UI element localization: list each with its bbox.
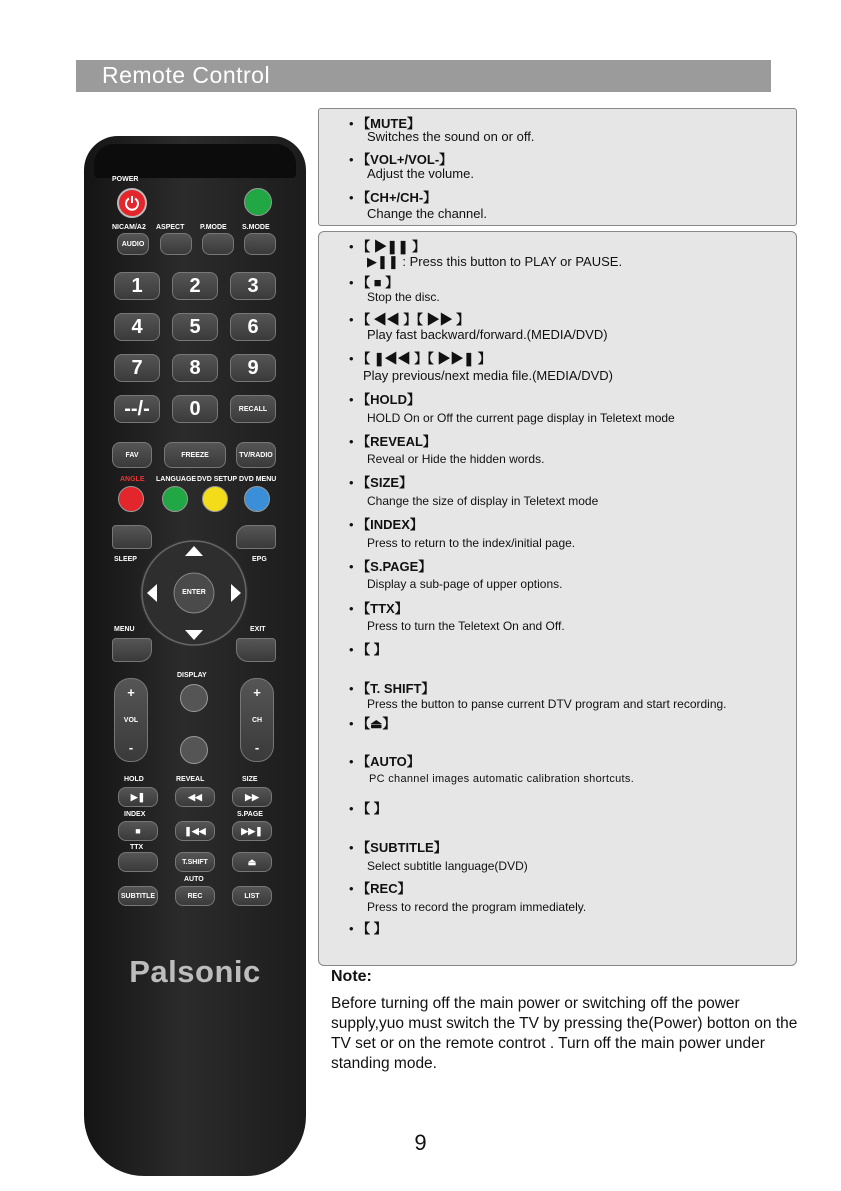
list-item: • 【 】 — [349, 921, 387, 936]
index-label: INDEX — [124, 811, 146, 818]
rewind-button[interactable] — [175, 787, 215, 807]
item-desc: Play fast backward/forward.(MEDIA/DVD) — [367, 327, 608, 342]
list-item: • 【CH+/CH-】 — [349, 190, 437, 205]
eject-icon: ⏏ — [247, 856, 257, 867]
aspect-button[interactable] — [160, 233, 192, 255]
sleep-label: SLEEP — [114, 556, 137, 563]
smode-button[interactable] — [244, 233, 276, 255]
item-desc: Press the button to panse current DTV program and start recording. — [367, 697, 727, 711]
power-label: POWER — [112, 176, 139, 183]
note-text: Before turning off the main power or switching off the power supply,yuo must switch the TV by pressing the(Power) botton on the TV set or on the remote controt . Turn off the main power under standing mode. — [331, 995, 798, 1072]
list-item: • 【VOL+/VOL-】 — [349, 152, 453, 167]
aspect-label: ASPECT — [156, 224, 185, 231]
tshift-button[interactable]: T.SHIFT — [175, 852, 215, 872]
yellow-button[interactable] — [202, 486, 228, 512]
item-desc: ▶❚❚ : Press this button to PLAY or PAUSE. — [367, 254, 623, 269]
mute-button[interactable] — [244, 188, 272, 216]
green-button[interactable] — [162, 486, 188, 512]
menu-label: MENU — [114, 626, 135, 633]
item-desc: Press to record the program immediately. — [367, 900, 587, 914]
epg-label: EPG — [252, 556, 267, 563]
next-button[interactable] — [232, 821, 272, 841]
list-item: • 【T. SHIFT】 — [349, 681, 435, 696]
list-item: • 【 ■ 】 — [349, 275, 399, 290]
ir-window — [94, 144, 296, 178]
list-item: • 【REC】 — [349, 881, 411, 896]
fast-forward-icon: ▶▶ — [245, 791, 259, 802]
vol-plus[interactable]: + — [127, 685, 135, 700]
list-item: • 【S.PAGE】 — [349, 559, 432, 574]
list-item: • 【REVEAL】 — [349, 434, 436, 449]
dvdsetup-label: DVD SETUP — [197, 476, 238, 483]
dvdmenu-label: DVD MENU — [239, 476, 277, 483]
list-item: • 【 ❚◀◀ 】【 ▶▶❚ 】 — [349, 351, 491, 366]
menu-button[interactable] — [112, 638, 152, 662]
note-title: Note: — [331, 968, 372, 985]
vol-label: VOL — [123, 716, 139, 724]
list-item: • 【 ◀◀ 】【 ▶▶ 】 — [349, 312, 470, 327]
angle-label: ANGLE — [120, 476, 145, 483]
digit-9-button[interactable]: 9 — [230, 354, 276, 382]
brand-logo: Palsonic — [129, 954, 261, 989]
section-header — [76, 60, 771, 92]
freeze-button[interactable]: FREEZE — [164, 442, 226, 468]
list-item: • 【SUBTITLE】 — [349, 840, 447, 855]
page-number: 9 — [414, 1130, 427, 1155]
fav-button[interactable]: FAV — [112, 442, 152, 468]
audio-button[interactable]: AUDIO — [117, 233, 149, 255]
digit-1-button[interactable]: 1 — [114, 272, 160, 300]
list-item: • 【SIZE】 — [349, 475, 413, 490]
digit-4-button[interactable]: 4 — [114, 313, 160, 341]
list-button[interactable]: LIST — [232, 886, 272, 906]
ch-plus[interactable]: + — [253, 685, 261, 700]
recall-button[interactable]: RECALL — [230, 395, 276, 423]
list-item: • 【MUTE】 — [349, 116, 421, 131]
digit-5-button[interactable]: 5 — [172, 313, 218, 341]
item-desc: HOLD On or Off the current page display in Teletext mode — [367, 411, 675, 425]
item-desc: Adjust the volume. — [367, 166, 474, 181]
red-button[interactable] — [118, 486, 144, 512]
size-label: SIZE — [242, 776, 258, 783]
list-item: • 【AUTO】 — [349, 754, 420, 769]
list-item: • 【 】 — [349, 642, 387, 657]
digit-0-button[interactable]: 0 — [172, 395, 218, 423]
digit-7-button[interactable]: 7 — [114, 354, 160, 382]
fast-forward-button[interactable] — [232, 787, 272, 807]
display-button[interactable] — [180, 684, 208, 712]
play-pause-icon: ▶❚ — [130, 791, 146, 802]
rec-button[interactable]: REC — [175, 886, 215, 906]
dash-button[interactable]: --/- — [114, 395, 160, 423]
pmode-button[interactable] — [202, 233, 234, 255]
item-desc: Press to return to the index/initial page. — [367, 536, 576, 550]
reveal-label: REVEAL — [176, 776, 205, 783]
channel-rocker[interactable] — [240, 678, 274, 762]
volume-rocker[interactable] — [114, 678, 148, 762]
item-desc: Stop the disc. — [367, 290, 440, 304]
list-item: • 【 】 — [349, 801, 387, 816]
ttx-label: TTX — [130, 844, 144, 851]
rewind-icon: ◀◀ — [188, 791, 202, 802]
item-desc: Display a sub-page of upper options. — [367, 577, 563, 591]
stop-button[interactable] — [118, 821, 158, 841]
list-item: • 【INDEX】 — [349, 517, 423, 532]
next-icon: ▶▶❚ — [241, 825, 263, 836]
list-item: • 【 ▶❚❚ 】 — [349, 239, 426, 254]
ch-label: CH — [251, 716, 263, 724]
stop-icon: ■ — [135, 826, 141, 836]
ttx-button[interactable] — [118, 852, 158, 872]
language-label: LANGUAGE — [156, 476, 197, 483]
item-desc: Reveal or Hide the hidden words. — [367, 452, 545, 466]
section-title: Remote Control — [102, 62, 271, 88]
digit-6-button[interactable]: 6 — [230, 313, 276, 341]
smode-label: S.MODE — [242, 224, 270, 231]
previous-button[interactable] — [175, 821, 215, 841]
ch-minus[interactable]: - — [254, 740, 260, 755]
item-desc: Select subtitle language(DVD) — [367, 859, 528, 873]
digit-3-button[interactable]: 3 — [230, 272, 276, 300]
sound-controls-box — [318, 108, 797, 226]
eject-button[interactable] — [232, 852, 272, 872]
spage-label: S.PAGE — [237, 811, 263, 818]
enter-button[interactable]: ENTER — [182, 589, 206, 596]
digit-8-button[interactable]: 8 — [172, 354, 218, 382]
function-keys-box — [318, 231, 797, 966]
item-desc: Play previous/next media file.(MEDIA/DVD) — [363, 368, 613, 383]
list-item: • 【⏏】 — [349, 716, 396, 731]
power-icon — [124, 195, 140, 211]
play-pause-button[interactable] — [118, 787, 158, 807]
vol-minus[interactable]: - — [128, 740, 134, 755]
item-desc: Change the channel. — [367, 206, 487, 221]
blank-round-button[interactable] — [180, 736, 208, 764]
item-desc: Switches the sound on or off. — [367, 129, 535, 144]
previous-icon: ❚◀◀ — [184, 825, 206, 836]
list-item: • 【HOLD】 — [349, 392, 421, 407]
item-desc: Change the size of display in Teletext mode — [367, 494, 599, 508]
blue-button[interactable] — [244, 486, 270, 512]
pmode-label: P.MODE — [200, 224, 227, 231]
power-button[interactable] — [117, 188, 147, 218]
hold-label: HOLD — [124, 776, 144, 783]
list-item: • 【TTX】 — [349, 601, 408, 616]
item-desc: PC channel images automatic calibration shortcuts. — [369, 773, 635, 785]
auto-label: AUTO — [184, 876, 204, 883]
display-label: DISPLAY — [177, 672, 207, 679]
exit-label: EXIT — [250, 626, 266, 633]
item-desc: Press to turn the Teletext On and Off. — [367, 619, 565, 633]
exit-button[interactable] — [236, 638, 276, 662]
remote-control-image — [84, 136, 306, 1176]
subtitle-button[interactable]: SUBTITLE — [118, 886, 158, 906]
tvradio-button[interactable]: TV/RADIO — [236, 442, 276, 468]
nicam-label: NICAM/A2 — [112, 224, 146, 231]
digit-2-button[interactable]: 2 — [172, 272, 218, 300]
